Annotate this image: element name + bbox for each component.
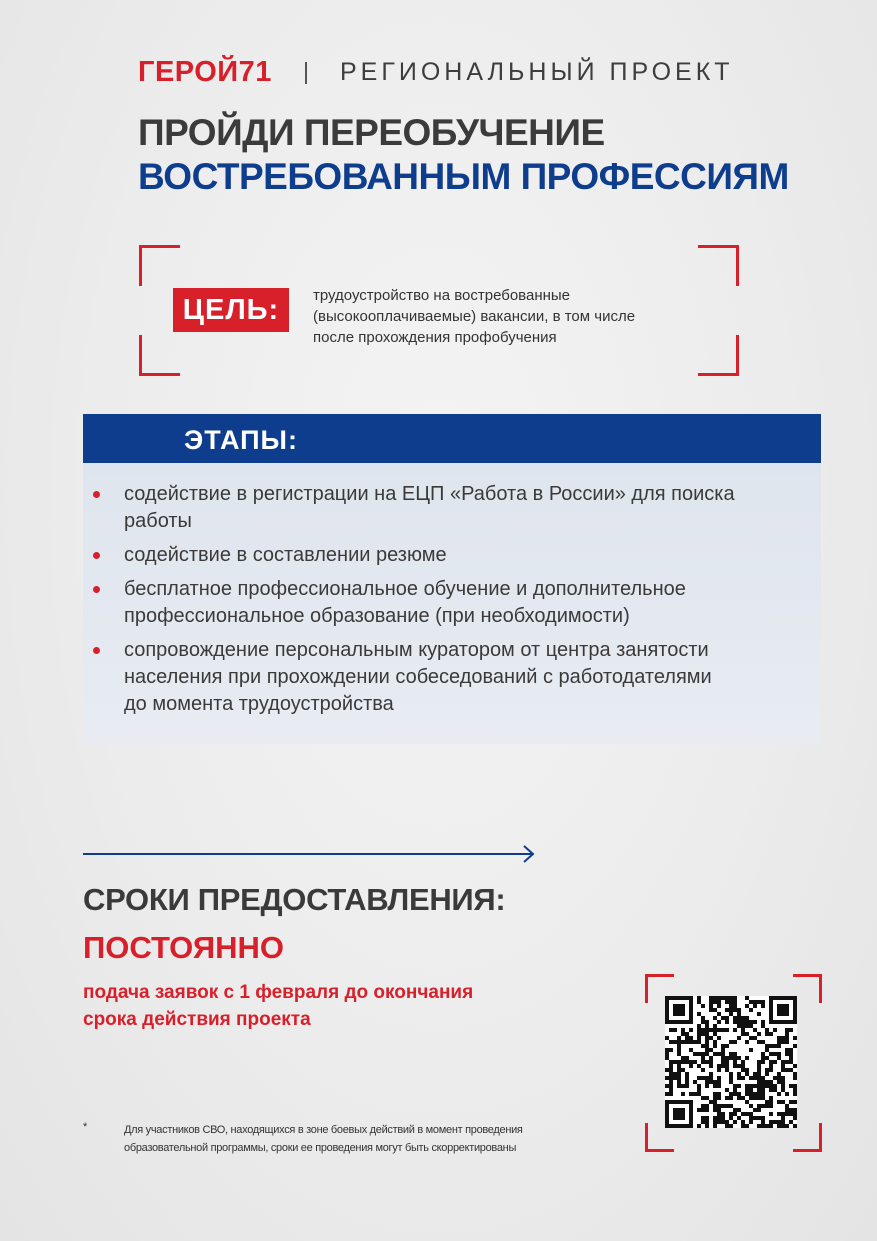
goal-frame-corner-bottom-left bbox=[139, 335, 180, 376]
stage-item-line: содействие в составлении резюме bbox=[124, 544, 447, 566]
stage-item-line: работы bbox=[124, 510, 192, 532]
goal-frame-corner-bottom-right bbox=[698, 335, 739, 376]
goal-label: ЦЕЛЬ: bbox=[173, 288, 289, 332]
header-divider bbox=[305, 62, 307, 84]
stage-item-line: бесплатное профессиональное обучение и дополнительное bbox=[124, 578, 686, 600]
terms-note bbox=[83, 979, 543, 1033]
goal-text-line: (высокооплачиваемые) вакансии, в том числе bbox=[313, 308, 636, 325]
footnote-line: Для участников СВО, находящихся в зоне боевых действий в момент проведения bbox=[124, 1124, 523, 1136]
terms-note-line: подача заявок с 1 февраля до окончания bbox=[83, 982, 474, 1003]
footnote-text bbox=[124, 1121, 614, 1157]
bullet-icon bbox=[93, 491, 100, 498]
stage-item-line: профессиональное образование (при необходимости) bbox=[124, 605, 630, 627]
page-title-line-2: ВОСТРЕБОВАННЫМ ПРОФЕССИЯМ bbox=[138, 156, 789, 197]
stage-item-line: содействие в регистрации на ЕЦП «Работа в России» для поиска bbox=[124, 483, 735, 505]
goal-text-line: после прохождения профобучения bbox=[313, 329, 557, 346]
page-title-line-1: ПРОЙДИ ПЕРЕОБУЧЕНИЕ bbox=[138, 112, 605, 153]
footnote-line: образовательной программы, сроки ее проведения могут быть скорректированы bbox=[124, 1142, 517, 1154]
qr-code-icon[interactable] bbox=[665, 996, 797, 1128]
bullet-icon bbox=[93, 647, 100, 654]
goal-text-line: трудоустройство на востребованные bbox=[313, 287, 571, 304]
qr-frame-corner-bottom-right bbox=[793, 1123, 822, 1152]
bullet-icon bbox=[93, 586, 100, 593]
stage-item bbox=[93, 542, 793, 569]
terms-note-line: срока действия проекта bbox=[83, 1009, 311, 1030]
goal-frame-corner-top-left bbox=[139, 245, 180, 286]
terms-value: ПОСТОЯННО bbox=[83, 930, 285, 965]
stages-list bbox=[93, 481, 793, 725]
arrow-right-icon bbox=[83, 844, 539, 864]
brand-logo: ГЕРОЙ71 bbox=[138, 56, 272, 88]
stage-item bbox=[93, 481, 793, 535]
qr-frame-corner-top-right bbox=[793, 974, 822, 1003]
goal-frame-corner-top-right bbox=[698, 245, 739, 286]
stage-item bbox=[93, 637, 793, 718]
footnote-marker: * bbox=[83, 1121, 88, 1133]
stages-title: ЭТАПЫ: bbox=[184, 425, 298, 455]
stage-item bbox=[93, 576, 793, 630]
goal-description bbox=[313, 285, 703, 348]
terms-label: СРОКИ ПРЕДОСТАВЛЕНИЯ: bbox=[83, 882, 506, 917]
header-subtitle: РЕГИОНАЛЬНЫЙ ПРОЕКТ bbox=[340, 58, 734, 86]
stage-item-line: сопровождение персональным куратором от центра занятости bbox=[124, 639, 709, 661]
stage-item-line: населения при прохождении собеседований с работодателями bbox=[124, 666, 712, 688]
bullet-icon bbox=[93, 552, 100, 559]
stage-item-line: до момента трудоустройства bbox=[124, 693, 394, 715]
